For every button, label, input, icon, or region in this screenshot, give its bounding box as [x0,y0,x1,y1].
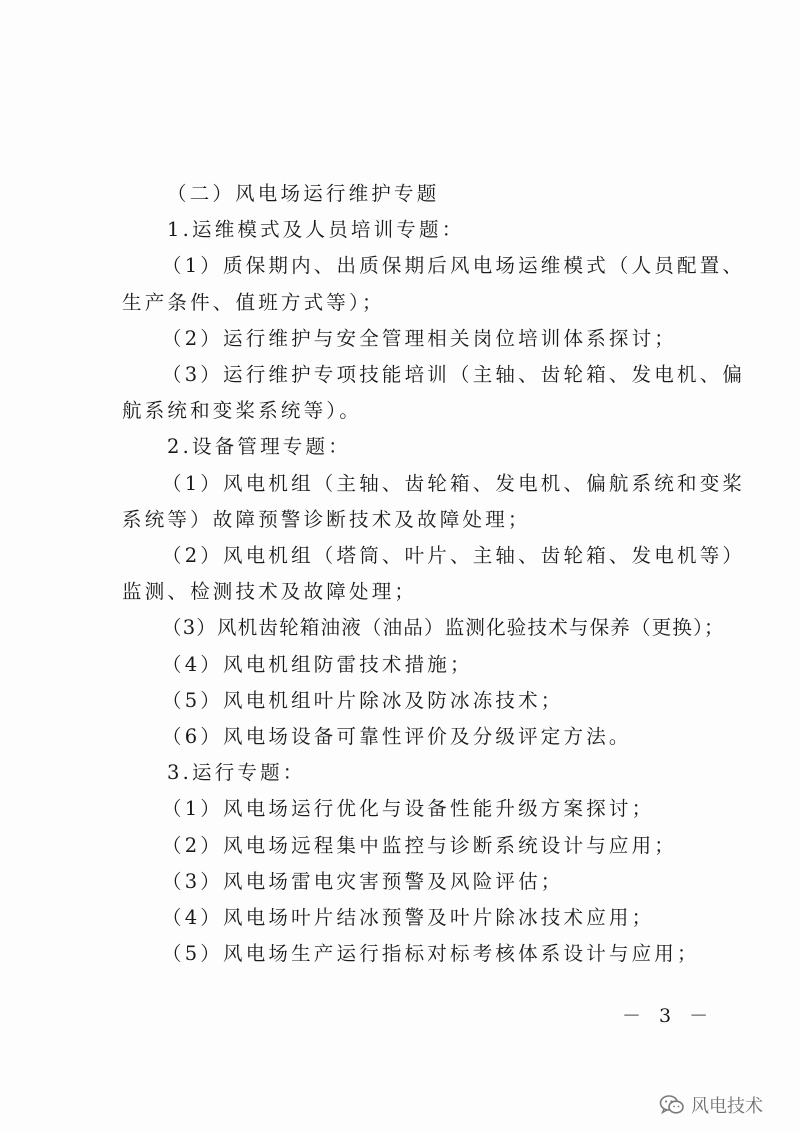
subsection-heading: 2.设备管理专题： [167,435,351,459]
list-item: （3）风机齿轮箱油液（油品）监测化验技术与保养（更换）； [162,616,725,640]
section-heading: （二）风电场运行维护专题 [167,182,440,205]
watermark [659,1092,763,1118]
page-number: － 3 － [622,1005,715,1027]
list-item: （1）风电机组（主轴、齿轮箱、发电机、偏航系统和变桨 [162,471,746,495]
subsection-heading: 1.运维模式及人员培训专题： [167,218,465,242]
list-item: （3）运行维护专项技能培训（主轴、齿轮箱、发电机、偏 [162,363,746,387]
list-item: （1）风电场运行优化与设备性能升级方案探讨； [162,797,655,821]
list-item: （4）风电机组防雷技术措施； [162,652,473,676]
list-item: （2）运行维护与安全管理相关岗位培训体系探讨； [162,326,678,350]
list-item: （6）风电场设备可靠性评价及分级评定方法。 [162,725,632,749]
list-item-continuation: 航系统和变桨系统等）。 [122,399,362,423]
list-item: （1）质保期内、出质保期后风电场运维模式（人员配置、 [162,254,746,278]
document-body [122,176,746,972]
list-item-continuation: 系统等）故障预警诊断技术及故障处理； [122,507,531,531]
list-item-continuation: 监测、检测技术及故障处理； [122,580,418,604]
list-item: （3）风电场雷电灾害预警及风险评估； [162,869,564,893]
wechat-icon [659,1094,685,1116]
watermark-text: 风电技术 [691,1096,763,1117]
list-item: （4）风电场叶片结冰预警及叶片除冰技术应用； [162,906,655,930]
subsection-heading: 3.运行专题： [167,761,306,785]
list-item: （5）风电机组叶片除冰及防冰冻技术； [162,688,564,712]
list-item: （2）风电机组（塔筒、叶片、主轴、齿轮箱、发电机等） [162,544,746,568]
list-item: （5）风电场生产运行指标对标考核体系设计与应用； [162,942,700,966]
list-item-continuation: 生产条件、值班方式等）； [122,290,385,314]
list-item: （2）风电场远程集中监控与诊断系统设计与应用； [162,833,678,857]
